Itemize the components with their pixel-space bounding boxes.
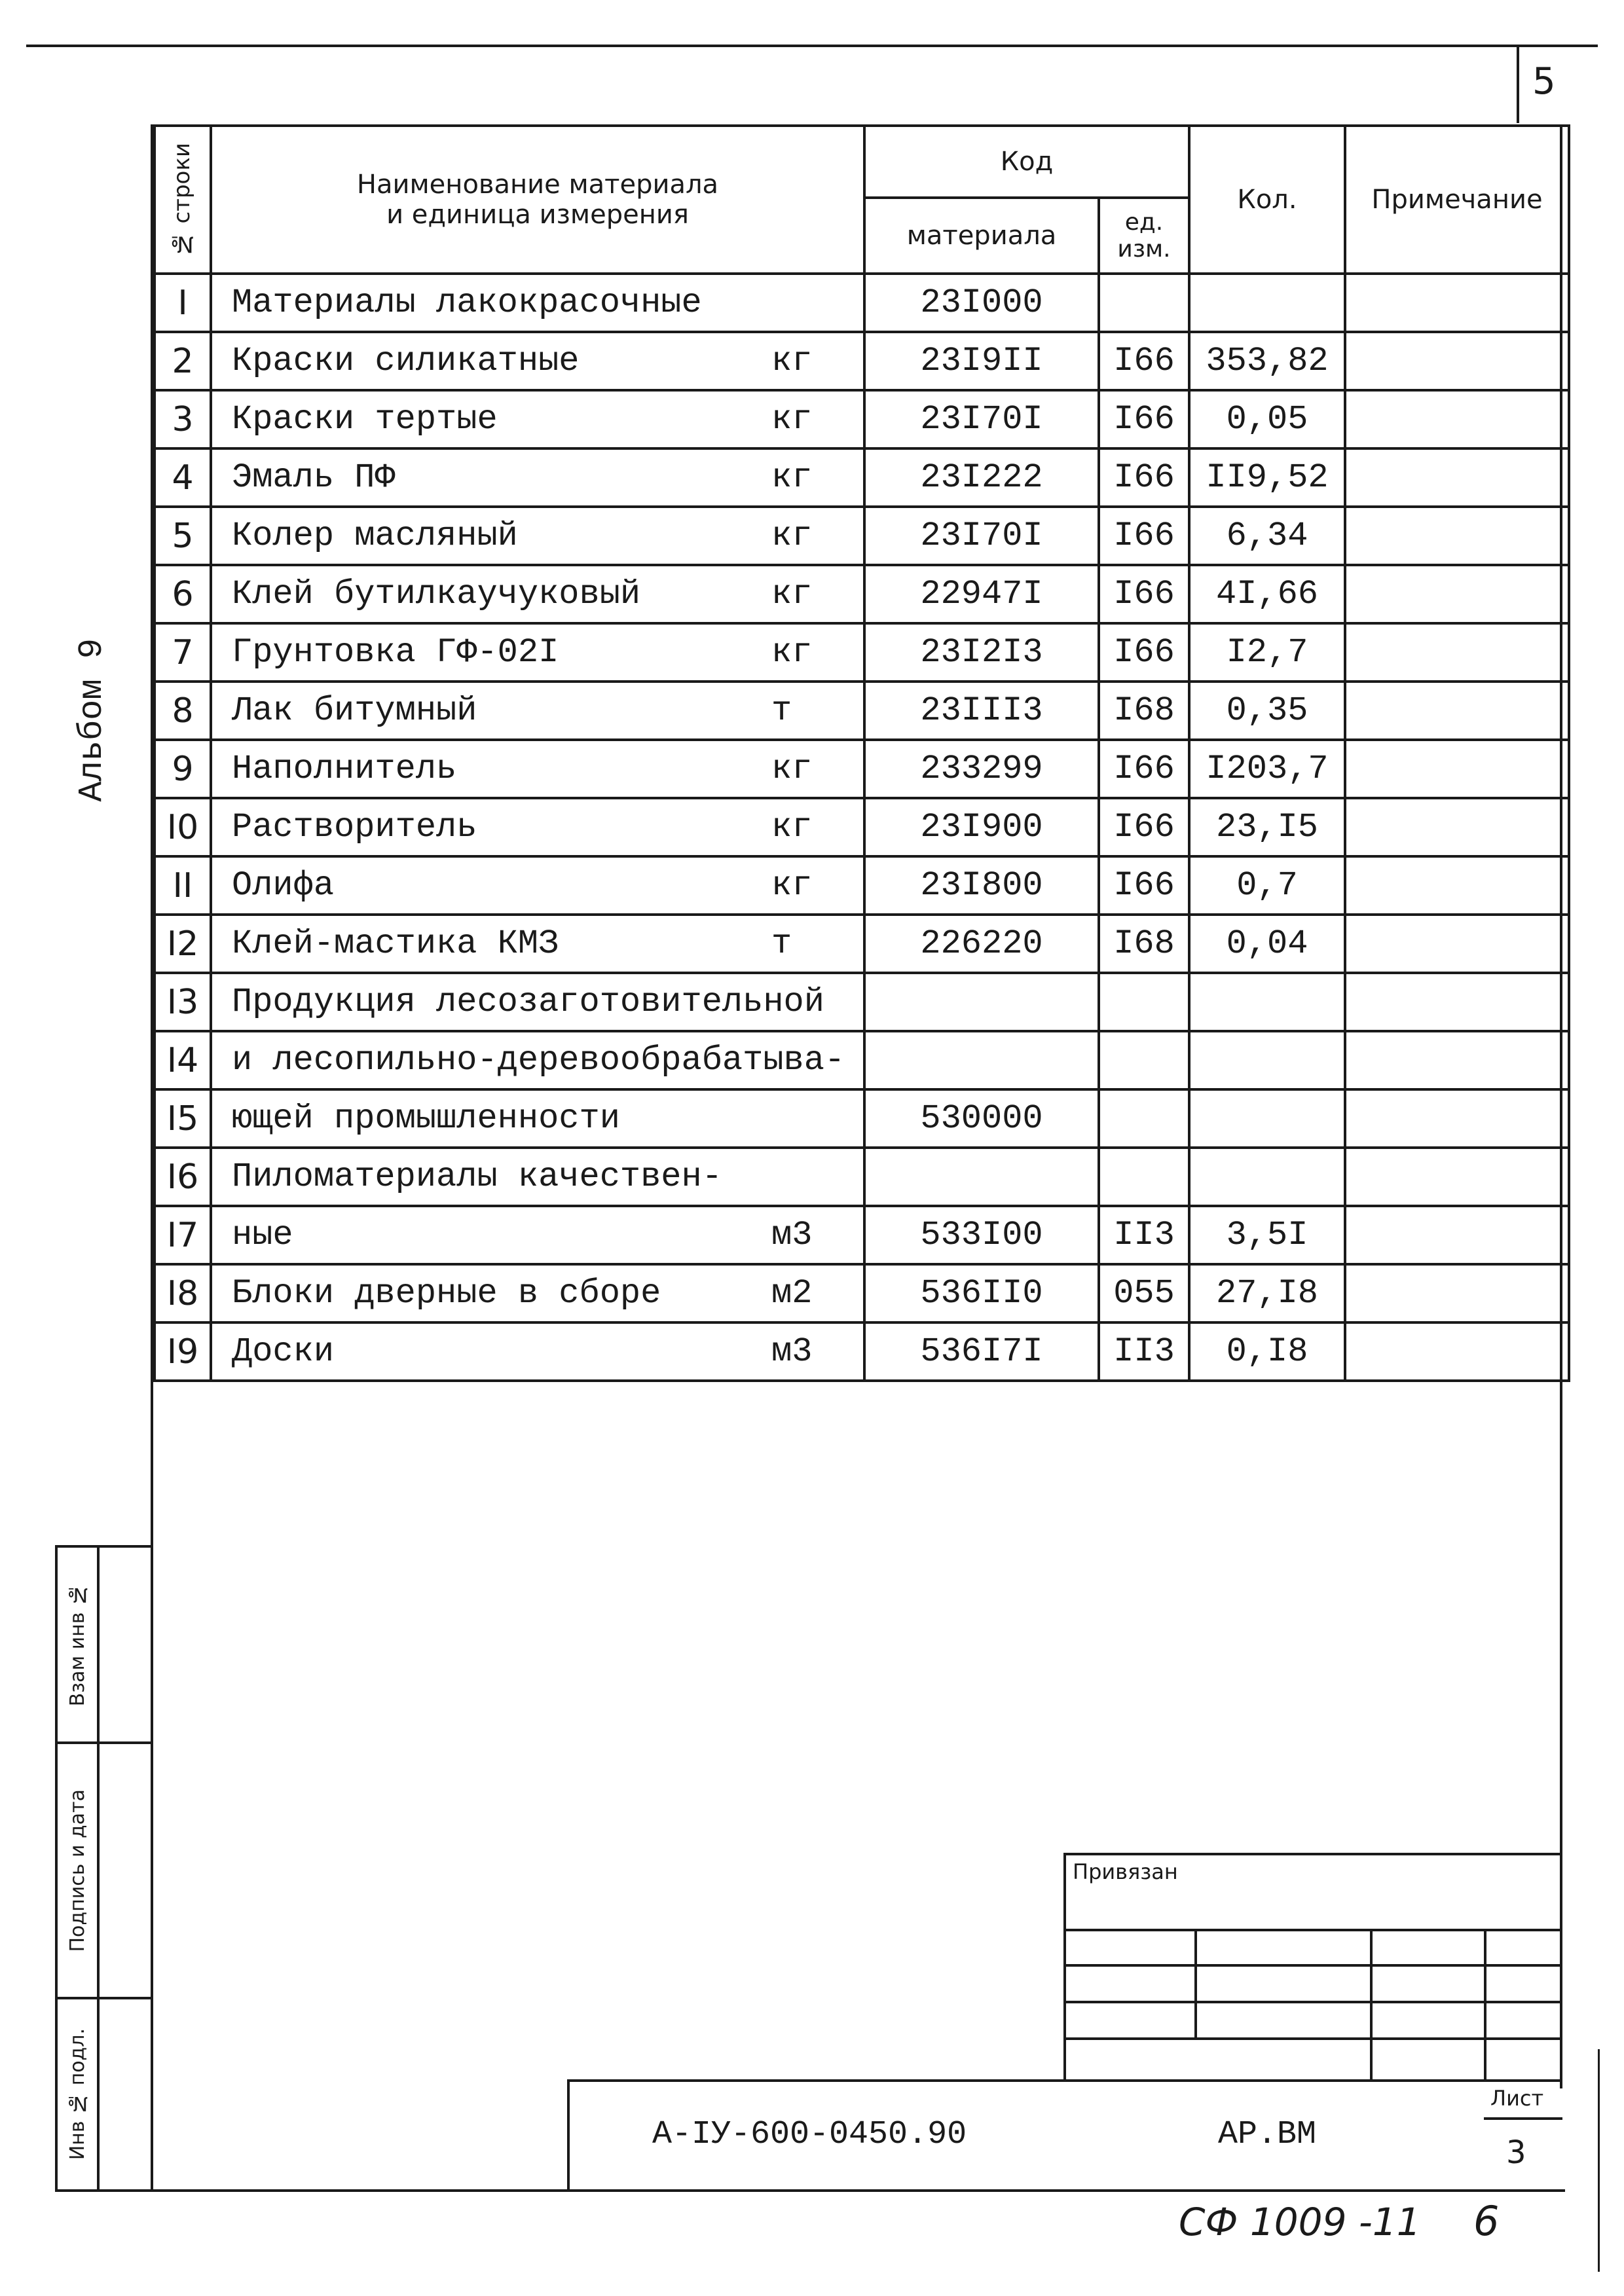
row-number: I0 [155,798,211,856]
stamp-replace-inv: Взам инв № [65,1582,89,1707]
binding-col-1 [1194,1929,1197,2037]
quantity: I2,7 [1189,623,1345,682]
unit-code [1099,973,1189,1031]
note [1345,973,1569,1031]
handwritten-code: СФ 1009 -11 [1179,2200,1421,2244]
material-name-cell [211,1031,864,1089]
unit-code [1099,1148,1189,1206]
row-number: 9 [155,740,211,798]
table-row [155,565,1569,623]
sheet-label: Лист [1490,2086,1544,2111]
quantity: 0,04 [1189,915,1345,973]
material-name: Пиломатериалы качествен- [232,1157,722,1196]
header-code-unit: ед. изм. [1099,198,1189,274]
sheet-sep [1484,2117,1562,2120]
row-number: I5 [155,1089,211,1148]
material-code: 536I7I [864,1322,1099,1381]
row-number: I9 [155,1322,211,1381]
material-name: и лесопильно-деревообрабатыва- [232,1041,845,1080]
material-name: Краски тертые [232,400,498,439]
row-number: I2 [155,915,211,973]
material-name-cell [211,1148,864,1206]
note [1345,798,1569,856]
material-name-cell [211,682,864,740]
material-name: ные [232,1216,293,1254]
doc-mark: АР.ВМ [1218,2116,1317,2153]
binding-row-2 [1063,1964,1562,1967]
note [1345,507,1569,565]
quantity: 6,34 [1189,507,1345,565]
quantity: I203,7 [1189,740,1345,798]
quantity [1189,274,1345,332]
material-code: 23I70I [864,390,1099,448]
handwritten-number: 6 [1473,2197,1500,2245]
quantity [1189,1089,1345,1148]
material-code [864,973,1099,1031]
material-unit: кг [771,575,813,613]
material-name-cell [211,507,864,565]
right-edge-mark [1598,2049,1600,2272]
note [1345,682,1569,740]
material-name: ющей промышленности [232,1099,620,1138]
material-code: 233299 [864,740,1099,798]
material-name-cell [211,798,864,856]
title-block-top [567,2079,1562,2082]
materials-table [153,124,1570,1382]
binding-col-3 [1484,1929,1486,2082]
table-row [155,1322,1569,1381]
material-unit: кг [771,400,813,439]
row-number: 3 [155,390,211,448]
quantity: II9,52 [1189,448,1345,507]
binding-col-2 [1370,1929,1373,2079]
material-code: 23III3 [864,682,1099,740]
row-number: I6 [155,1148,211,1206]
material-name: Блоки дверные в сборе [232,1274,661,1313]
material-name: Доски [232,1332,335,1371]
material-code: 23I222 [864,448,1099,507]
binding-row-4 [1063,2037,1562,2040]
material-name-cell [211,740,864,798]
material-name-cell [211,915,864,973]
note [1345,915,1569,973]
material-name-cell [211,1322,864,1381]
note [1345,390,1569,448]
quantity: 0,I8 [1189,1322,1345,1381]
material-name: Наполнитель [232,750,457,788]
header-qty: Кол. [1189,126,1345,274]
quantity: 3,5I [1189,1206,1345,1264]
quantity [1189,1031,1345,1089]
row-number: 2 [155,332,211,390]
material-code [864,1148,1099,1206]
row-number: I [155,274,211,332]
page-number-box-left [1517,45,1519,123]
stamp-inv-no-orig: Инв № подл. [65,2028,89,2160]
material-unit: т [771,924,792,963]
stamp-sign-date: Подпись и дата [65,1789,89,1952]
note [1345,332,1569,390]
table-row [155,798,1569,856]
material-unit: кг [771,342,813,380]
material-name: Колер масляный [232,517,518,555]
material-code: 23I70I [864,507,1099,565]
binding-left [1063,1853,1066,2082]
title-block-left [567,2079,570,2192]
table-row [155,623,1569,682]
material-name-cell [211,332,864,390]
material-code: 226220 [864,915,1099,973]
material-code: 23I2I3 [864,623,1099,682]
table-row [155,332,1569,390]
table-row [155,915,1569,973]
row-number: 7 [155,623,211,682]
unit-code: I66 [1099,507,1189,565]
stamp-bottom [55,2189,153,2192]
note [1345,1148,1569,1206]
frame-bottom [151,2189,1565,2192]
material-name: Клей бутилкаучуковый [232,575,641,613]
material-name-cell [211,973,864,1031]
material-name: Эмаль ПФ [232,458,396,497]
row-number: I7 [155,1206,211,1264]
table-row [155,856,1569,915]
unit-code [1099,1031,1189,1089]
note [1345,1031,1569,1089]
quantity [1189,1148,1345,1206]
table-row [155,740,1569,798]
material-name-cell [211,856,864,915]
unit-code: I66 [1099,856,1189,915]
table-row [155,448,1569,507]
material-name-cell [211,1264,864,1322]
material-unit: кг [771,808,813,847]
quantity: 27,I8 [1189,1264,1345,1322]
unit-code: I66 [1099,740,1189,798]
material-name: Растворитель [232,808,477,847]
binding-label: Привязан [1073,1859,1178,1884]
material-unit: кг [771,866,813,905]
note [1345,1322,1569,1381]
top-border [26,45,1598,47]
table-row [155,274,1569,332]
binding-top [1063,1853,1562,1855]
unit-code [1099,274,1189,332]
row-number: 5 [155,507,211,565]
header-code-material: материала [864,198,1099,274]
material-code: 23I000 [864,274,1099,332]
row-number: II [155,856,211,915]
note [1345,856,1569,915]
table-row [155,1089,1569,1148]
unit-code: I66 [1099,623,1189,682]
unit-code: I68 [1099,682,1189,740]
material-unit: т [771,691,792,730]
table-row [155,1264,1569,1322]
material-unit: м2 [771,1274,813,1313]
table-row [155,1206,1569,1264]
material-name: Краски силикатные [232,342,580,380]
header-name: Наименование материала и единица измерения [211,126,864,274]
row-number: I3 [155,973,211,1031]
material-code: 533I00 [864,1206,1099,1264]
unit-code [1099,1089,1189,1148]
material-name: Грунтовка ГФ-02I [232,633,559,672]
row-number: 4 [155,448,211,507]
quantity: 0,35 [1189,682,1345,740]
material-code [864,1031,1099,1089]
unit-code: I66 [1099,390,1189,448]
material-name-cell [211,1089,864,1148]
material-name-cell [211,390,864,448]
material-unit: кг [771,633,813,672]
material-name: Клей-мастика КМЗ [232,924,559,963]
material-name-cell [211,1206,864,1264]
quantity: 0,7 [1189,856,1345,915]
table-row [155,390,1569,448]
note [1345,274,1569,332]
material-name: Лак битумный [232,691,477,730]
table-row [155,1031,1569,1089]
unit-code: II3 [1099,1322,1189,1381]
header-note: Примечание [1345,126,1569,274]
sheet-number: 3 [1506,2134,1526,2171]
material-code: 23I9II [864,332,1099,390]
note [1345,448,1569,507]
doc-code: А-IУ-600-0450.90 [652,2116,967,2153]
material-name: Материалы лакокрасочные [232,283,702,322]
unit-code: I66 [1099,448,1189,507]
table-row [155,682,1569,740]
material-name-cell [211,623,864,682]
unit-code: 055 [1099,1264,1189,1322]
row-number: 8 [155,682,211,740]
material-name-cell [211,565,864,623]
note [1345,565,1569,623]
binding-row-3 [1063,2001,1562,2003]
material-code: 22947I [864,565,1099,623]
material-code: 23I900 [864,798,1099,856]
material-code: 530000 [864,1089,1099,1148]
table-row [155,507,1569,565]
table-row [155,973,1569,1031]
unit-code: II3 [1099,1206,1189,1264]
album-label: Альбом 9 [72,638,111,802]
unit-code: I66 [1099,565,1189,623]
note [1345,623,1569,682]
page-number: 5 [1532,60,1556,103]
material-unit: кг [771,458,813,497]
material-name: Олифа [232,866,335,905]
header-code: Код [864,126,1189,198]
material-code: 536II0 [864,1264,1099,1322]
unit-code: I68 [1099,915,1189,973]
note [1345,740,1569,798]
material-unit: кг [771,750,813,788]
row-number: 6 [155,565,211,623]
row-number: I4 [155,1031,211,1089]
material-code: 23I800 [864,856,1099,915]
row-number: I8 [155,1264,211,1322]
material-unit: м3 [771,1216,813,1254]
material-unit: м3 [771,1332,813,1371]
material-name: Продукция лесозаготовительной [232,983,824,1021]
unit-code: I66 [1099,798,1189,856]
quantity: 0,05 [1189,390,1345,448]
note [1345,1206,1569,1264]
quantity: 23,I5 [1189,798,1345,856]
note [1345,1264,1569,1322]
header-row-no: № строки [155,126,211,274]
unit-code: I66 [1099,332,1189,390]
quantity [1189,973,1345,1031]
table-row [155,1148,1569,1206]
quantity: 353,82 [1189,332,1345,390]
stamp-mid [97,1545,100,2192]
binding-row-1 [1063,1929,1562,1931]
quantity: 4I,66 [1189,565,1345,623]
material-name-cell [211,274,864,332]
note [1345,1089,1569,1148]
material-name-cell [211,448,864,507]
material-unit: кг [771,517,813,555]
